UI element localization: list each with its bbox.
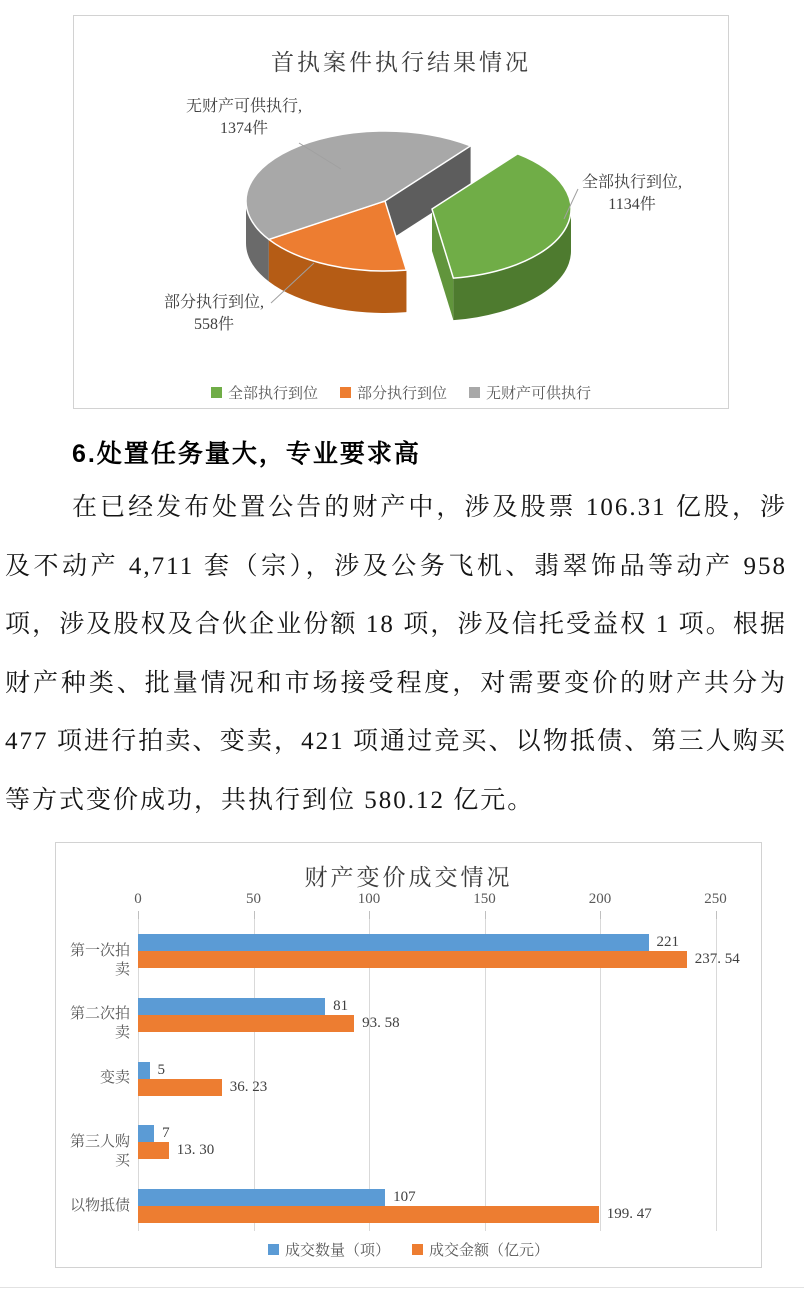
bar-count-4	[138, 1189, 385, 1206]
x-axis-tick-label: 150	[473, 891, 496, 907]
bar-legend-item	[268, 1239, 390, 1260]
page-divider	[0, 1287, 804, 1288]
x-axis-tick-mark	[138, 911, 139, 919]
pie-callout-label: 无财产可供执行,	[185, 98, 302, 115]
x-axis-tick-mark	[254, 911, 255, 919]
bar-amount-0	[138, 951, 687, 968]
bar-legend-swatch-icon	[268, 1244, 279, 1255]
x-axis-tick-label: 200	[588, 891, 612, 907]
pie-legend-item	[211, 382, 318, 403]
pie-legend-swatch-icon	[211, 387, 222, 398]
section-heading: 6.处置任务量大，专业要求高	[72, 440, 421, 468]
x-axis-tick-mark	[369, 911, 370, 919]
pie-legend-label: 无财产可供执行	[486, 386, 592, 402]
pie-callout-label: 部分执行到位,	[163, 294, 264, 311]
category-label: 第一次拍卖	[69, 942, 130, 978]
x-axis-tick-label: 0	[134, 891, 142, 907]
pie-callout-label: 全部执行到位,	[581, 174, 682, 191]
x-axis-tick-label: 250	[704, 891, 727, 907]
bar-count-3	[138, 1125, 154, 1142]
pie-legend-label: 部分执行到位	[356, 386, 447, 402]
category-label: 第三人购买	[69, 1133, 130, 1169]
pie-chart-title: 首执案件执行结果情况	[271, 50, 531, 75]
bar-value-label: 199. 47	[606, 1206, 652, 1222]
bar-count-0	[138, 934, 649, 951]
bar-value-label: 221	[656, 934, 679, 950]
pie-callout-no-property	[169, 96, 319, 140]
bar-amount-1	[138, 1015, 354, 1032]
bar-value-label: 107	[393, 1189, 416, 1205]
category-label: 以物抵债	[69, 1197, 130, 1214]
pie-callout-value: 1134件	[608, 196, 656, 213]
pie-legend-swatch-icon	[469, 387, 480, 398]
x-axis-tick-mark	[485, 911, 486, 919]
bar-legend-swatch-icon	[412, 1244, 423, 1255]
bar-legend	[56, 1239, 761, 1260]
x-axis-tick-mark	[716, 911, 717, 919]
bar-amount-4	[138, 1206, 599, 1223]
pie-callout-value: 558件	[193, 316, 234, 333]
bar-value-label: 237. 54	[694, 951, 740, 967]
pie-callout-value: 1374件	[219, 120, 268, 137]
category-label: 第二次拍卖	[69, 1006, 130, 1042]
bar-legend-label: 成交数量（项）	[284, 1243, 390, 1259]
pie-chart-panel	[73, 15, 729, 409]
pie-legend-item	[340, 382, 447, 403]
x-axis-tick-label: 50	[246, 891, 261, 907]
bar-count-2	[138, 1062, 150, 1079]
bar-value-label: 81	[333, 997, 349, 1014]
bar-value-label: 36. 23	[229, 1078, 268, 1095]
bar-value-label: 5	[157, 1061, 166, 1078]
category-label: 变卖	[99, 1070, 130, 1086]
bar-value-label: 7	[162, 1125, 170, 1142]
bar-value-label: 93. 58	[362, 1014, 400, 1031]
bar-chart-title: 财产变价成交情况	[304, 865, 513, 890]
bar-count-1	[138, 998, 325, 1015]
pie-legend-swatch-icon	[340, 387, 351, 398]
bar-amount-3	[138, 1142, 169, 1159]
section-paragraph: 在已经发布处置公告的财产中，涉及股票 106.31 亿股，涉及不动产 4,711 套（宗），涉及公务飞机、翡翠饰品等动产 958 项，涉及股权及合伙企业份额 18 项，涉及信托受益权 1 项。根据财产种类、批量情况和市场接受程度，对需要变价的财产共分为 477 项进行拍卖、变卖，421 项通过竞买、以物抵债、第三人购买等方式变价成功，共执行到位 580.12 亿元。	[5, 494, 787, 814]
bar-legend-item	[412, 1239, 549, 1260]
bar-amount-2	[138, 1079, 222, 1096]
pie-callout-partially-executed	[139, 292, 289, 336]
x-axis-tick-mark	[600, 911, 601, 919]
bar-chart-panel	[55, 842, 762, 1268]
bar-legend-label: 成交金额（亿元）	[429, 1243, 550, 1259]
pie-legend	[74, 382, 728, 403]
pie-callout-fully-executed	[552, 172, 712, 216]
pie-legend-label: 全部执行到位	[227, 386, 318, 402]
pie-legend-item	[469, 382, 591, 403]
x-axis-tick-label: 100	[357, 891, 381, 907]
bar-value-label: 13. 30	[176, 1142, 215, 1159]
